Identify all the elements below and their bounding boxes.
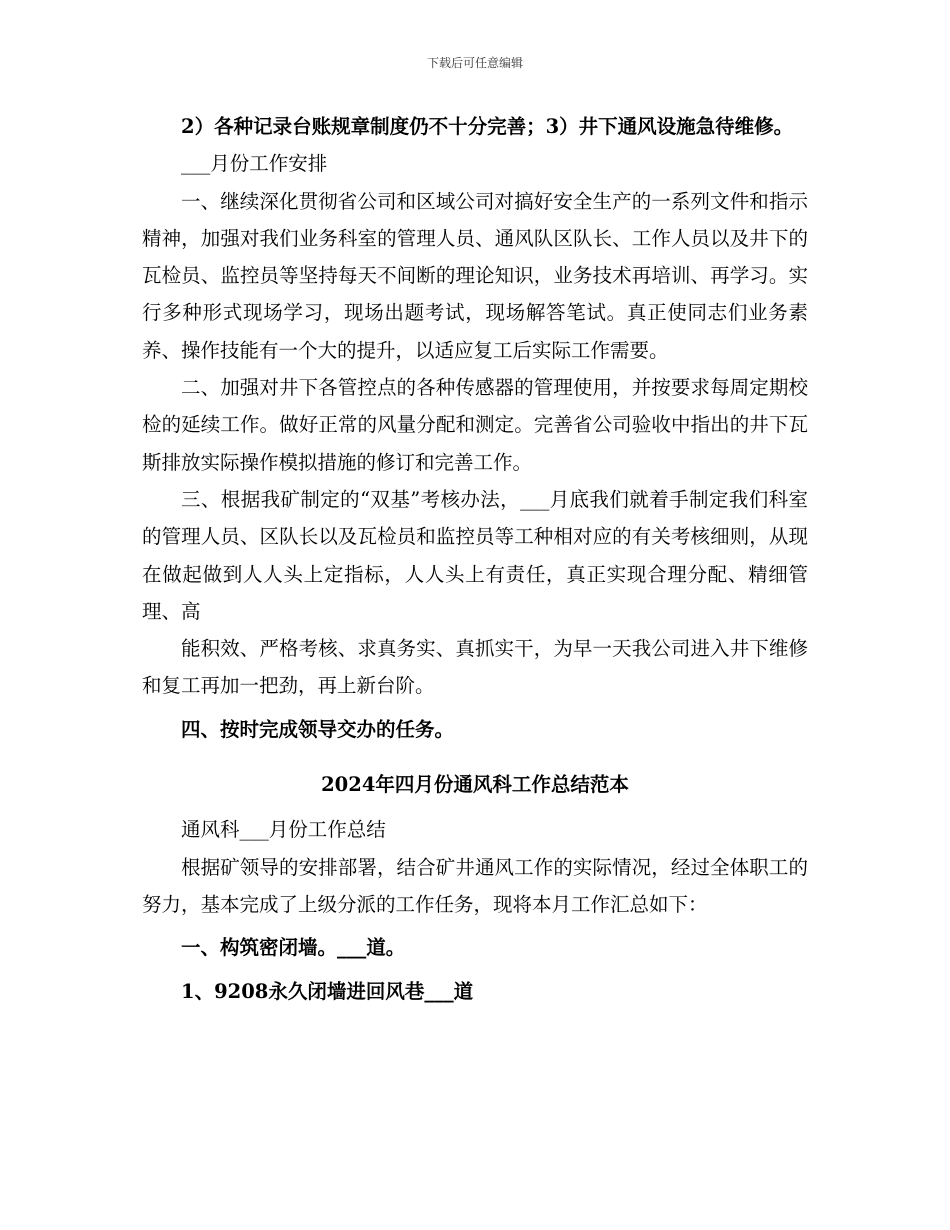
paragraph-plan-2: 二、加强对井下各管控点的各种传感器的管理使用，并按要求每周定期校检的延续工作。做好正常的风量分配和测定。完善省公司验收中指出的井下瓦斯排放实际操作模拟措施的修订和完善工作。 (142, 376, 808, 474)
document-body (142, 108, 808, 1010)
paragraph-plan-3-cont: 能积效、严格考核、求真务实、真抓实干，为早一天我公司进入井下维修和复工再加一把劲，再上新台阶。 (142, 637, 808, 698)
paragraph-item-1-1: 1、9208永久闭墙进回风巷___道 (181, 979, 474, 1003)
paragraph-summary-intro: 根据矿领导的安排部署，结合矿井通风工作的实际情况，经过全体职工的努力，基本完成了上级分派的工作任务，现将本月工作汇总如下： (142, 855, 808, 916)
paragraph-plan-4: 四、按时完成领导交办的任务。 (181, 717, 455, 741)
section-heading-summary: 通风科___月份工作总结 (181, 818, 386, 842)
paragraph-plan-1: 一、继续深化贯彻省公司和区域公司对搞好安全生产的一系列文件和指示精神，加强对我们业务科室的管理人员、通风队区队长、工作人员以及井下的瓦检员、监控员等坚持每天不间断的理论知识，业务技术再培训、再学习。实行多种形式现场学习，现场出题考试，现场解答笔试。真正使同志们业务素养、操作技能有一个大的提升，以适应复工后实际工作需要。 (142, 189, 808, 362)
paragraph-item-1: 一、构筑密闭墙。___道。 (181, 936, 406, 960)
section-heading-plan: ___月份工作安排 (181, 152, 328, 176)
paragraph-plan-3: 三、根据我矿制定的“双基”考核办法，___月底我们就着手制定我们科室的管理人员、区队长以及瓦检员和监控员等工种相对应的有关考核细则，从现在做起做到人人头上定指标，人人头上有责任，真正实现合理分配、精细管理、高 (142, 487, 808, 623)
page-header: 下载后可任意编辑 (426, 56, 523, 70)
document-title: 2024年四月份通风科工作总结范本 (321, 773, 629, 797)
paragraph-issues: 2）各种记录台账规章制度仍不十分完善；3）井下通风设施急待维修。 (181, 115, 794, 138)
